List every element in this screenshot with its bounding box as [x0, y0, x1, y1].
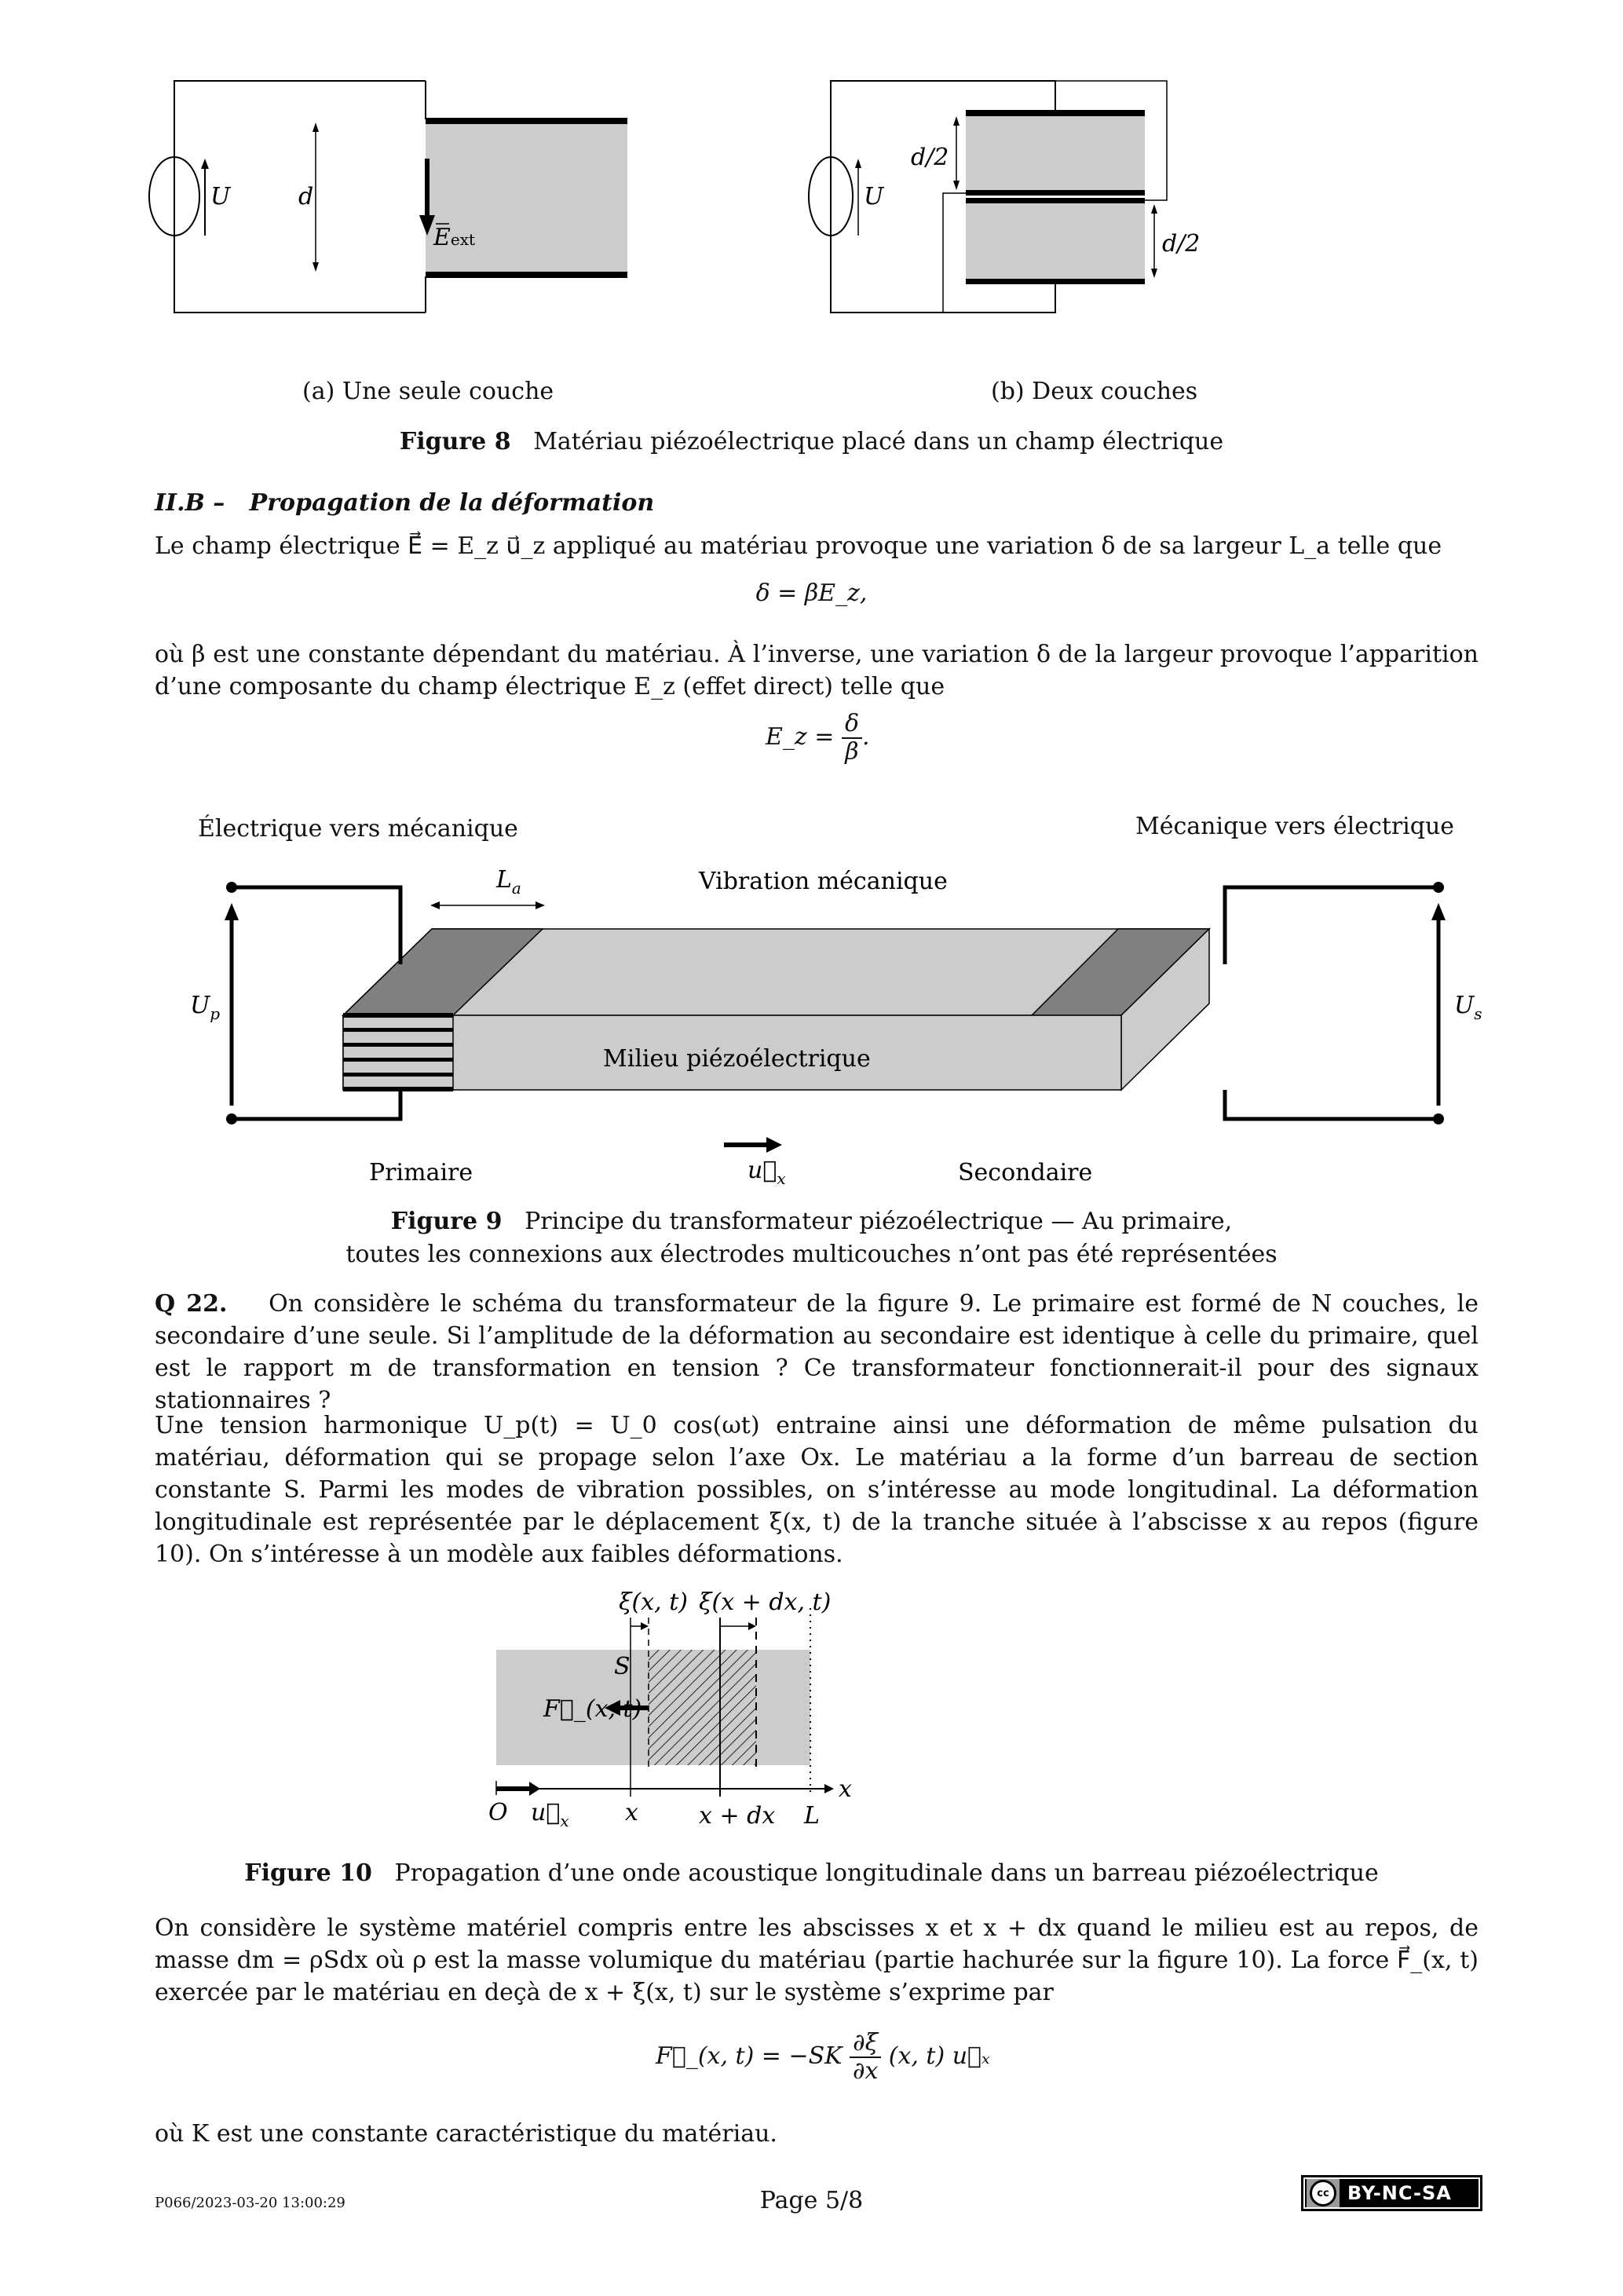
u-label-b: U — [864, 183, 884, 210]
d-half-top-label: d/2 — [911, 144, 949, 171]
x-dx-tick-label: x + dx — [699, 1802, 776, 1830]
eq2-denominator: β — [845, 738, 859, 766]
e-ext-label: Eext — [433, 224, 476, 251]
eq2-lhs: E_z = — [766, 723, 835, 751]
figure9-caption-number: Figure 9 — [390, 1208, 503, 1235]
eq2-end: . — [862, 723, 870, 751]
section-s-label: S — [614, 1653, 631, 1680]
paragraph-1: Le champ électrique E⃗ = E_z u⃗_z appliqué au matériau provoque une variation δ de sa largeur L_a telle que — [155, 532, 1442, 560]
figure10-caption — [0, 1857, 1623, 1890]
figure8b-diagram — [801, 63, 1508, 330]
section-heading — [155, 487, 654, 520]
figure9-caption-line1: Principe du transformateur piézoélectrique — Au primaire, — [525, 1208, 1233, 1235]
page-number: Page 5/8 — [759, 2187, 864, 2214]
question-22 — [155, 1288, 1479, 1417]
figure9-right-title: Mécanique vers électrique — [1135, 813, 1455, 840]
figure8-caption-number: Figure 8 — [399, 428, 511, 455]
primary-label: Primaire — [369, 1159, 473, 1186]
x-tick-label: x — [625, 1799, 638, 1826]
us-label: $U_s$ — [1454, 992, 1482, 1023]
medium-label: Milieu piézoélectrique — [603, 1045, 871, 1073]
vibration-label: Vibration mécanique — [699, 868, 948, 895]
paragraph-2: où β est une constante dépendant du matériau. À l’inverse, une variation δ de la largeur provoque l’apparition d’une composante du champ électrique E_z (effet direct) telle que — [155, 641, 1479, 700]
force-label: F⃗_(x, t) — [543, 1695, 642, 1723]
eq2-numerator: δ — [842, 711, 862, 739]
figure9-left-title: Électrique vers mécanique — [198, 815, 518, 843]
xi-label: ξ(x, t) — [619, 1589, 688, 1616]
d-label: d — [298, 183, 314, 210]
figure10-caption-text: Propagation d’une onde acoustique longitudinale dans un barreau piézoélectrique — [394, 1859, 1379, 1887]
paragraph-4: On considère le système matériel compris entre les abscisses x et x + dx quand le milieu est au repos, de masse dm = ρSdx où ρ est la masse volumique du matériau (partie hachurée sur la figure 10). La force F⃗_(x, t) exercée par le matériau en deçà de x + ξ(x, t) sur le système s’exprime par — [155, 1914, 1479, 2006]
d-half-bottom-label: d/2 — [1162, 230, 1201, 258]
figure9-caption-line2: toutes les connexions aux électrodes multicouches n’ont pas été représentées — [345, 1241, 1278, 1268]
figure10-diagram — [471, 1570, 1178, 1869]
paragraph-5: où K est une constante caractéristique du matériau. — [155, 2120, 777, 2148]
up-label: $U_p$ — [190, 992, 221, 1023]
eq3-denominator: ∂x — [852, 2057, 879, 2085]
paragraph-3: Une tension harmonique U_p(t) = U_0 cos(ωt) entraine ainsi une déformation de même pulsation du matériau, déformation qui se propage selon l’axe Ox. Le matériau a la forme d’un barreau de section constante S. Parmi les modes de vibration possibles, on s’intéresse au mode longitudinal. La déformation longitudinale est représentée par le déplacement ξ(x, t) de la tranche située à l’abscisse x au repos (figure 10). On s’intéresse à un modèle aux faibles déformations. — [155, 1412, 1479, 1568]
cc-icon: cc — [1307, 2179, 1340, 2207]
license-badge — [1301, 2175, 1482, 2211]
question-text: On considère le schéma du transformateur de la figure 9. Le primaire est formé de N couches, le secondaire d’une seule. Si l’amplitude de la déformation au secondaire est identique à celle du primaire, quel est le rapport m de transformation en tension ? Ce transformateur fonctionnerait-il pour des signaux stationnaires ? — [155, 1290, 1479, 1414]
figure9-diagram — [141, 848, 1492, 1194]
ux-label-fig10: $u⃗_x$ — [531, 1799, 569, 1830]
la-label: $L_a$ — [496, 866, 521, 898]
figure9-caption — [0, 1205, 1623, 1271]
question-label: Q 22. — [155, 1290, 228, 1318]
figure10-caption-number: Figure 10 — [244, 1859, 372, 1887]
figure8a-label: (a) Une seule couche — [302, 378, 554, 405]
figure8-caption — [0, 426, 1623, 459]
section-title: Propagation de la déformation — [249, 489, 655, 517]
figure8a-diagram — [141, 63, 769, 330]
equation-1: δ = βE_z, — [755, 579, 868, 607]
origin-label: O — [488, 1799, 508, 1826]
l-tick-label: L — [804, 1802, 820, 1830]
xi-dx-label: ξ(x + dx, t) — [699, 1589, 832, 1616]
license-label: BY-NC-SA — [1347, 2182, 1452, 2204]
axis-x-label: x — [839, 1775, 852, 1803]
u-label: U — [210, 183, 231, 210]
eq3-rhs: (x, t) u⃗ₓ — [888, 2042, 990, 2070]
figure8b-label: (b) Deux couches — [991, 378, 1198, 405]
equation-3 — [656, 2030, 990, 2085]
ux-label: $u⃗_x$ — [748, 1157, 786, 1188]
equation-2 — [766, 711, 870, 766]
section-number: II.B – — [155, 489, 225, 517]
figure8-caption-text: Matériau piézoélectrique placé dans un champ électrique — [533, 428, 1224, 455]
eq3-lhs: F⃗_(x, t) = −SK — [656, 2042, 843, 2070]
secondary-label: Secondaire — [958, 1159, 1093, 1186]
footer-id: P066/2023-03-20 13:00:29 — [155, 2195, 345, 2211]
eq3-numerator: ∂ξ — [850, 2030, 881, 2058]
